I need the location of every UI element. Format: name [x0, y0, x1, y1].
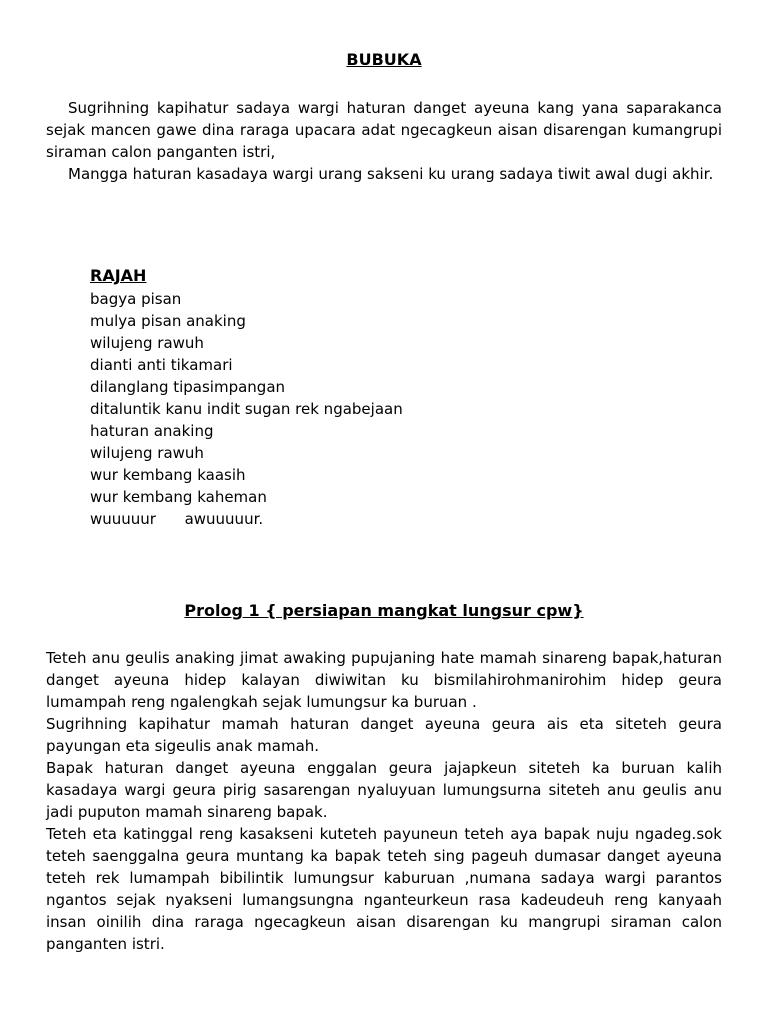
rajah-line: wur kembang kaheman	[90, 488, 267, 506]
rajah-line: wilujeng rawuh	[90, 444, 204, 462]
bubuka-paragraph-2: Mangga haturan kasadaya wargi urang sakseni ku urang sadaya tiwit awal dugi akhir.	[68, 165, 714, 183]
rajah-line: haturan anaking	[90, 422, 214, 440]
bubuka-paragraph-1: Sugrihning kapihatur sadaya wargi haturan danget ayeuna kang yana saparakanca sejak mancen gawe dina raraga upacara adat ngecagkeun aisan disarengan kumangrupi siraman calon panganten istri,	[46, 99, 722, 161]
prolog-heading: Prolog 1 { persiapan mangkat lungsur cpw}	[184, 601, 584, 620]
rajah-line: wuuuuur awuuuuur.	[90, 510, 264, 528]
bubuka-heading: BUBUKA	[346, 50, 422, 69]
rajah-line: wur kembang kaasih	[90, 466, 246, 484]
rajah-line: mulya pisan anaking	[90, 312, 246, 330]
prolog-heading-wrap	[0, 600, 768, 622]
bubuka-heading-wrap	[0, 49, 768, 71]
prolog-paragraph-2: Sugrihning kapihatur mamah haturan danget ayeuna geura ais eta siteteh geura payungan eta sigeulis anak mamah.	[46, 715, 722, 755]
rajah-section	[90, 264, 590, 530]
bubuka-body	[46, 97, 722, 185]
prolog-body	[46, 647, 722, 955]
rajah-line: dilanglang tipasimpangan	[90, 378, 286, 396]
rajah-line: dianti anti tikamari	[90, 356, 233, 374]
rajah-heading: RAJAH	[90, 266, 147, 285]
prolog-paragraph-3: Bapak haturan danget ayeuna enggalan geura jajapkeun siteteh ka buruan kalih kasadaya wargi geura pirig sasarengan nyaluyuan lumungsurna siteteh anu geulis anu jadi puputon mamah sinareng bapak.	[46, 759, 722, 821]
prolog-paragraph-4: Teteh eta katinggal reng kasakseni kuteteh payuneun teteh aya bapak nuju ngadeg.sok teteh saenggalna geura muntang ka bapak teteh sing pageuh dumasar danget ayeuna teteh rek lumampah bibilintik lumungsur kaburuan ,numana sadaya wargi parantos ngantos sejak nyakseni lumangsungna nganteurkeun rasa kadeudeuh reng kanyaah insan oinilih dina raraga ngecagkeun aisan disarengan ku mangrupi siraman calon panganten istri.	[46, 825, 722, 953]
rajah-line: ditaluntik kanu indit sugan rek ngabejaan	[90, 400, 403, 418]
rajah-line: bagya pisan	[90, 290, 182, 308]
prolog-paragraph-1: Teteh anu geulis anaking jimat awaking pupujaning hate mamah sinareng bapak,haturan danget ayeuna hidep kalayan diwiwitan ku bismilahirohmanirohim hidep geura lumampah reng ngalengkah sejak lumungsur ka buruan .	[46, 649, 722, 711]
rajah-line: wilujeng rawuh	[90, 334, 204, 352]
